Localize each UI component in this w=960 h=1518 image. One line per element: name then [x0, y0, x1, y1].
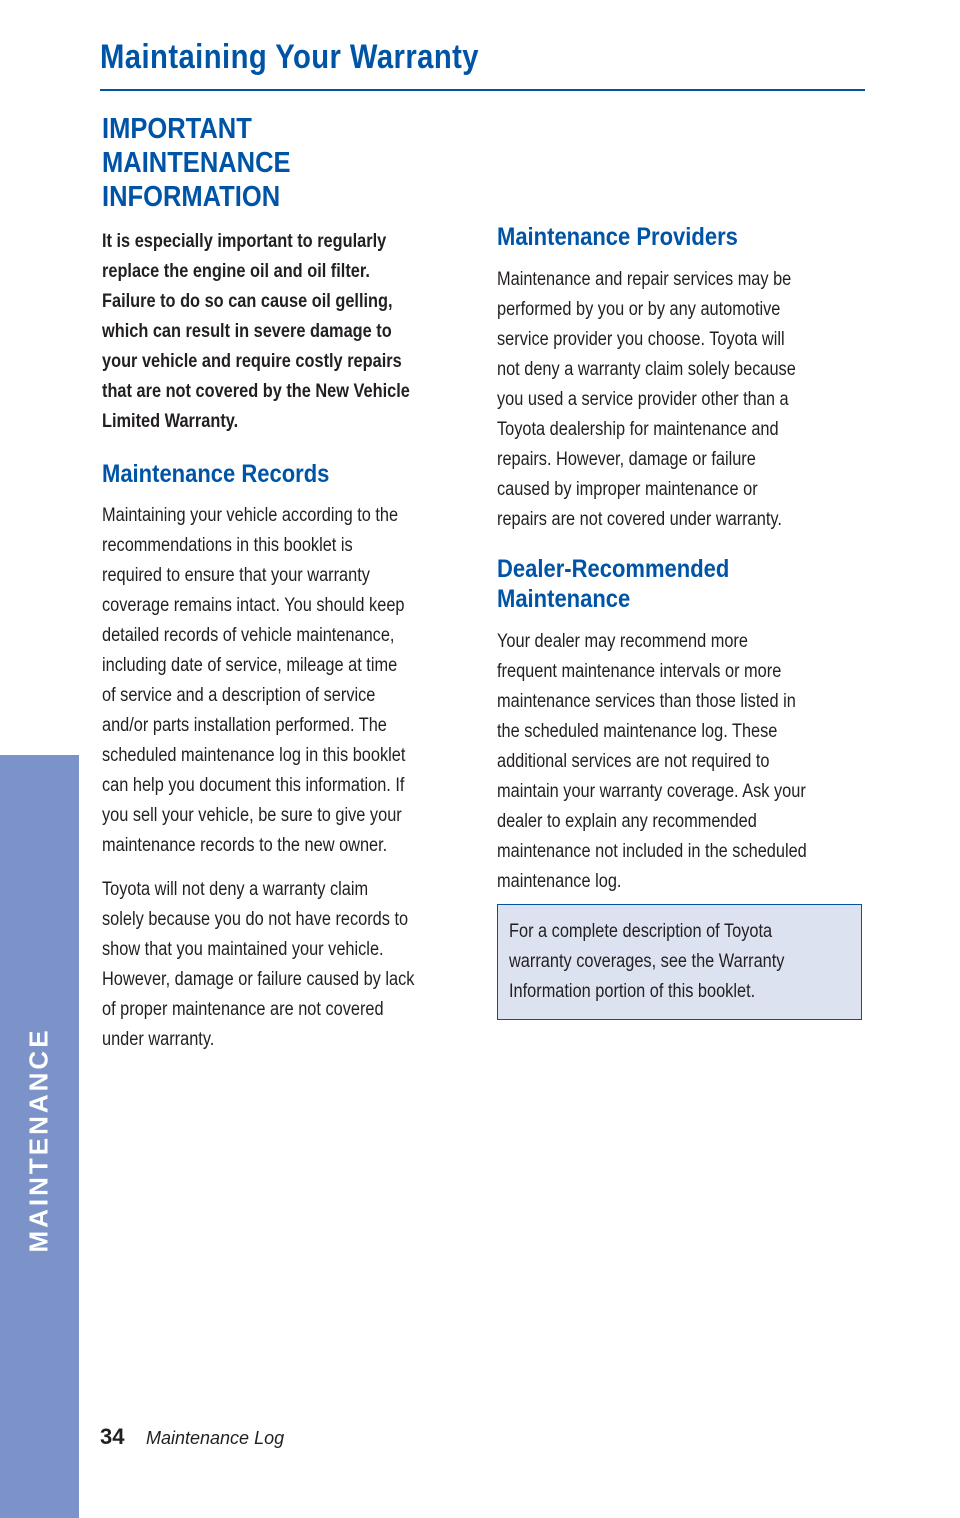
- text-line: performed by you or by any automotive: [497, 299, 781, 320]
- text-line: detailed records of vehicle maintenance,: [102, 625, 395, 646]
- text-line: of service and a description of service: [102, 685, 376, 706]
- text-line: Failure to do so can cause oil gelling,: [102, 291, 393, 312]
- text-line: dealer to explain any recommended: [497, 811, 757, 832]
- text-line: warranty coverages, see the Warranty: [509, 951, 785, 972]
- important-heading: [102, 112, 428, 214]
- left-column: [102, 112, 472, 1055]
- text-line: required to ensure that your warranty: [102, 565, 370, 586]
- text-line: frequent maintenance intervals or more: [497, 661, 782, 682]
- text-line: caused by improper maintenance or: [497, 479, 758, 500]
- text-line: replace the engine oil and oil filter.: [102, 261, 370, 282]
- text-line: under warranty.: [102, 1029, 215, 1050]
- text-line: However, damage or failure caused by lack: [102, 969, 415, 990]
- important-heading-line: MAINTENANCE: [102, 147, 291, 179]
- records-paragraph-1: [102, 501, 463, 861]
- text-line: show that you maintained your vehicle.: [102, 939, 384, 960]
- text-line: maintenance records to the new owner.: [102, 835, 388, 856]
- text-line: It is especially important to regularly: [102, 231, 387, 252]
- providers-text: [497, 265, 858, 535]
- text-line: Information portion of this booklet.: [509, 981, 756, 1002]
- text-line: of proper maintenance are not covered: [102, 999, 384, 1020]
- text-line: not deny a warranty claim solely because: [497, 359, 796, 380]
- important-heading-line: IMPORTANT: [102, 113, 252, 145]
- text-line: including date of service, mileage at time: [102, 655, 398, 676]
- text-line: that are not covered by the New Vehicle: [102, 381, 410, 402]
- providers-heading: Maintenance Providers: [497, 223, 738, 251]
- page-number: 34: [100, 1424, 125, 1449]
- text-line: maintenance log.: [497, 871, 622, 892]
- text-line: recommendations in this booklet is: [102, 535, 353, 556]
- important-text: [102, 227, 463, 437]
- text-line: and/or parts installation performed. The: [102, 715, 387, 736]
- footer-section-label: Maintenance Log: [146, 1428, 285, 1448]
- records-heading: Maintenance Records: [102, 460, 330, 488]
- dealer-heading-line: Maintenance: [497, 585, 631, 613]
- text-line: Your dealer may recommend more: [497, 631, 748, 652]
- text-line: Limited Warranty.: [102, 411, 239, 432]
- dealer-heading: [497, 554, 823, 614]
- warranty-note-box: [497, 904, 862, 1020]
- text-line: For a complete description of Toyota: [509, 921, 773, 942]
- text-line: the scheduled maintenance log. These: [497, 721, 778, 742]
- text-line: maintenance not included in the scheduled: [497, 841, 807, 862]
- important-heading-line: INFORMATION: [102, 181, 281, 213]
- text-line: maintain your warranty coverage. Ask your: [497, 781, 806, 802]
- dealer-heading-line: Dealer-Recommended: [497, 555, 730, 583]
- side-tab-label: MAINTENANCE: [23, 1027, 54, 1253]
- text-line: service provider you choose. Toyota will: [497, 329, 785, 350]
- text-line: coverage remains intact. You should keep: [102, 595, 405, 616]
- page-title: Maintaining Your Warranty: [100, 38, 479, 76]
- text-line: you used a service provider other than a: [497, 389, 789, 410]
- title-divider: [100, 89, 865, 91]
- right-column: [497, 222, 867, 897]
- text-line: Toyota will not deny a warranty claim: [102, 879, 369, 900]
- text-line: your vehicle and require costly repairs: [102, 351, 402, 372]
- text-line: repairs. However, damage or failure: [497, 449, 756, 470]
- text-line: can help you document this information. If: [102, 775, 405, 796]
- text-line: Toyota dealership for maintenance and: [497, 419, 779, 440]
- records-paragraph-2: [102, 875, 463, 1055]
- text-line: Maintaining your vehicle according to the: [102, 505, 399, 526]
- dealer-text: [497, 627, 858, 897]
- text-line: repairs are not covered under warranty.: [497, 509, 782, 530]
- text-line: Maintenance and repair services may be: [497, 269, 792, 290]
- note-text: [509, 917, 870, 1007]
- text-line: you sell your vehicle, be sure to give your: [102, 805, 402, 826]
- text-line: solely because you do not have records to: [102, 909, 409, 930]
- text-line: which can result in severe damage to: [102, 321, 392, 342]
- text-line: maintenance services than those listed in: [497, 691, 796, 712]
- text-line: scheduled maintenance log in this booklet: [102, 745, 406, 766]
- text-line: additional services are not required to: [497, 751, 770, 772]
